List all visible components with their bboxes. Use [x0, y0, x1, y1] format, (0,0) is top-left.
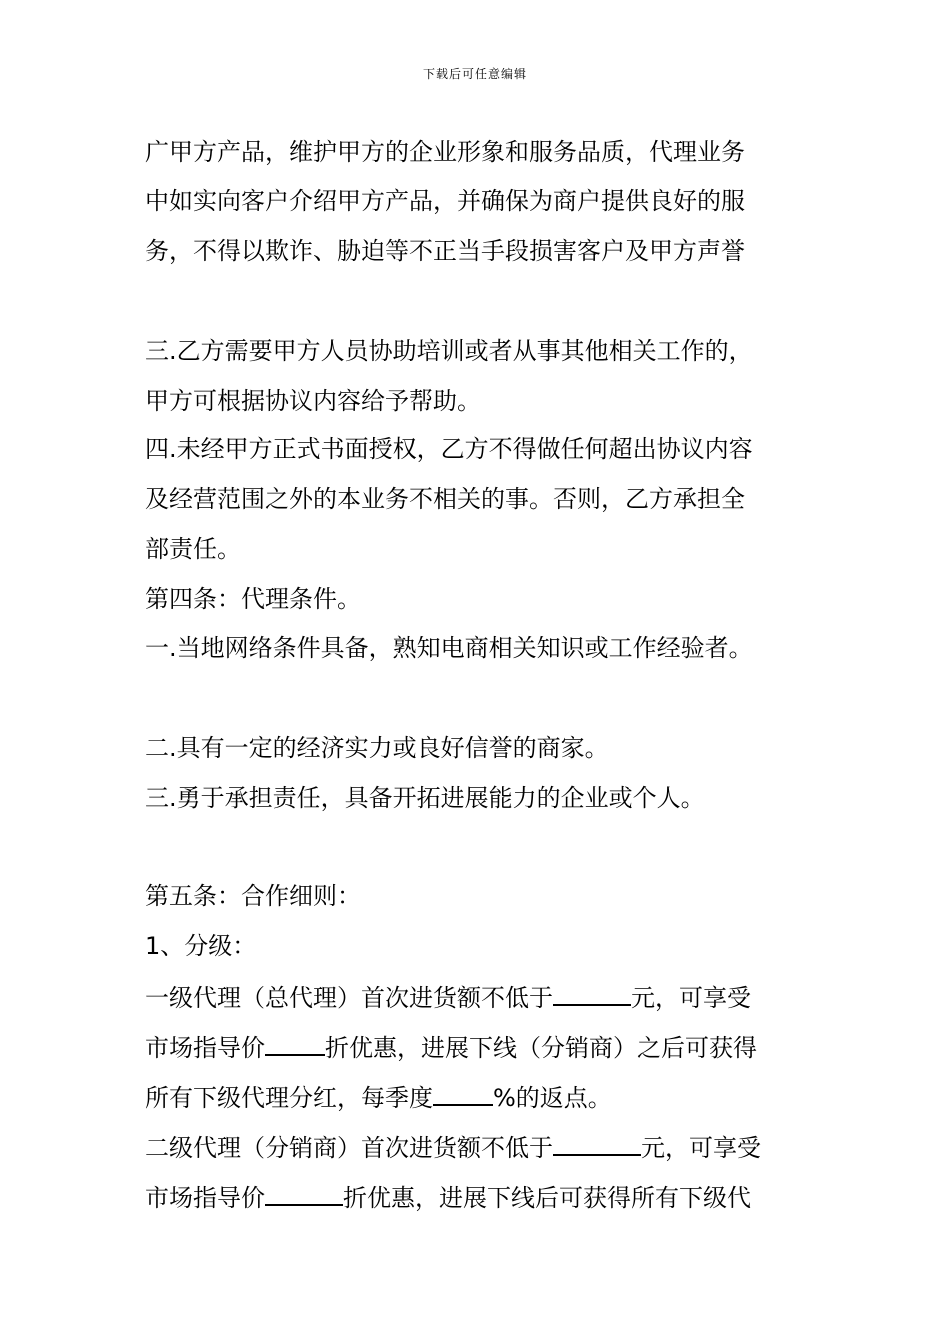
- section-heading: 第四条：代理条件。: [145, 585, 361, 613]
- line-text: 折优惠，进展下线（分销商）之后可获得: [325, 1034, 757, 1062]
- section-heading: 第五条：合作细则：: [145, 882, 361, 910]
- fill-in-blank[interactable]: [553, 980, 631, 1006]
- paragraph-line: 广甲方产品，维护甲方的企业形象和服务品质，代理业务: [145, 138, 745, 166]
- paragraph-line: 甲方可根据协议内容给予帮助。: [145, 387, 481, 415]
- paragraph-line: 二.具有一定的经济实力或良好信誉的商家。: [145, 734, 609, 762]
- line-text: 折优惠，进展下线后可获得所有下级代: [343, 1184, 751, 1212]
- paragraph-line: [145, 980, 825, 1014]
- paragraph-line: 务，不得以欺诈、胁迫等不正当手段损害客户及甲方声誉: [145, 237, 745, 265]
- paragraph-line: [145, 1030, 825, 1064]
- paragraph-line: [145, 1130, 825, 1164]
- paragraph-line: 部责任。: [145, 535, 241, 563]
- line-text: 市场指导价: [145, 1184, 265, 1212]
- paragraph-line: [145, 1080, 825, 1114]
- subsection-heading: 1、分级：: [145, 932, 257, 960]
- line-text: %的返点。: [493, 1084, 612, 1112]
- paragraph-line: 三.勇于承担责任，具备开拓进展能力的企业或个人。: [145, 784, 705, 812]
- paragraph-line: [145, 1180, 825, 1214]
- paragraph-line: 中如实向客户介绍甲方产品，并确保为商户提供良好的服: [145, 187, 745, 215]
- paragraph-line: 四.未经甲方正式书面授权，乙方不得做任何超出协议内容: [145, 435, 753, 463]
- paragraph-line: 三.乙方需要甲方人员协助培训或者从事其他相关工作的，: [145, 337, 753, 365]
- line-text: 一级代理（总代理）首次进货额不低于: [145, 984, 553, 1012]
- fill-in-blank[interactable]: [553, 1130, 641, 1156]
- fill-in-blank[interactable]: [265, 1030, 325, 1056]
- line-text: 元，可享受: [641, 1134, 761, 1162]
- line-text: 元，可享受: [631, 984, 751, 1012]
- paragraph-line: 一.当地网络条件具备，熟知电商相关知识或工作经验者。: [145, 634, 753, 662]
- line-text: 二级代理（分销商）首次进货额不低于: [145, 1134, 553, 1162]
- fill-in-blank[interactable]: [433, 1080, 493, 1106]
- fill-in-blank[interactable]: [265, 1180, 343, 1206]
- line-text: 所有下级代理分红，每季度: [145, 1084, 433, 1112]
- paragraph-line: 及经营范围之外的本业务不相关的事。否则，乙方承担全: [145, 485, 745, 513]
- line-text: 市场指导价: [145, 1034, 265, 1062]
- page-header: 下载后可任意编辑: [422, 67, 527, 81]
